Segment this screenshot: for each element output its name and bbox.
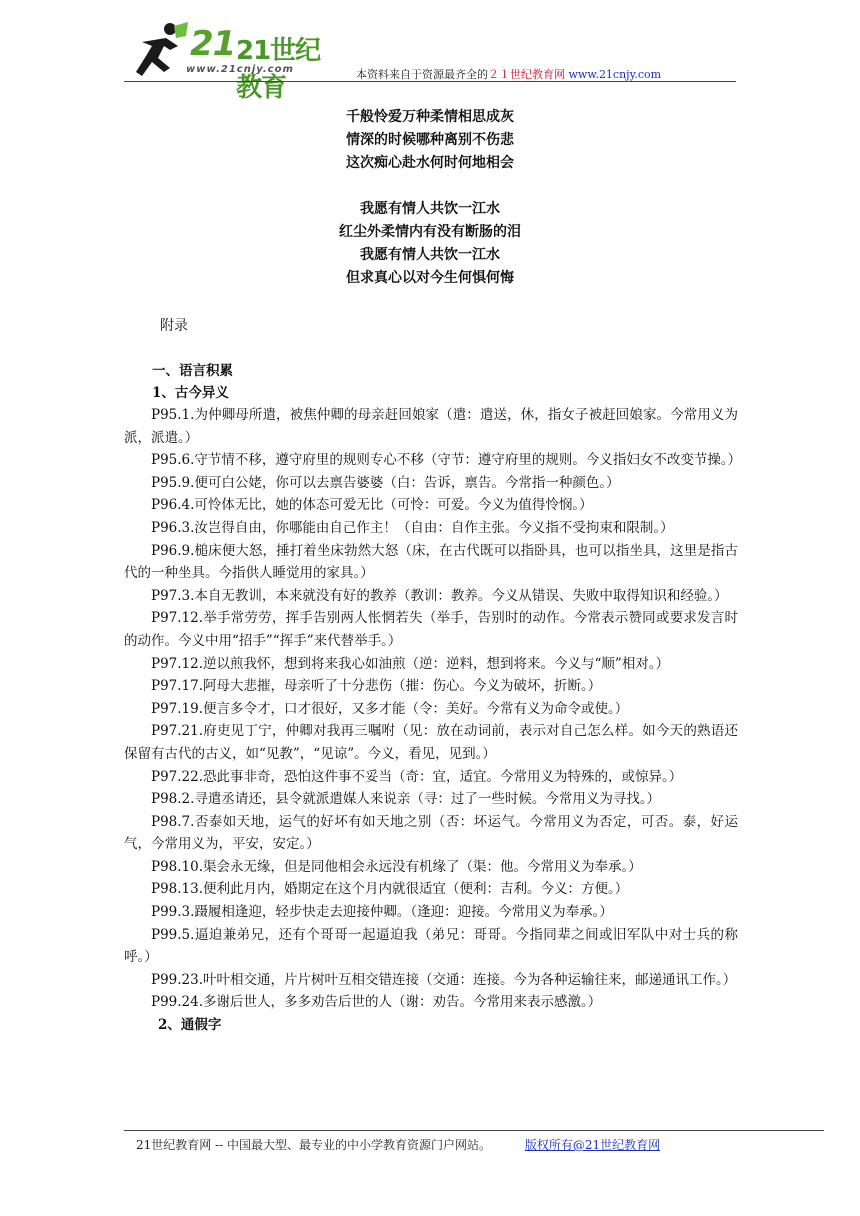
poem-line: 红尘外柔情内有没有断肠的泪 (339, 224, 521, 240)
list-item: P96.9.槌床便大怒，捶打着坐床勃然大怒（床，在古代既可以指卧具，也可以指坐具，这里是指古代的一种坐具。今指供人睡觉用的家具。） (124, 542, 738, 582)
list-item: P97.12.逆以煎我怀，想到将来我心如油煎（逆：逆料，想到将来。今义与“顺”相对。） (151, 655, 670, 672)
list-item: P97.22.恐此事非奇，恐怕这件事不妥当（奇：宜，适宜。今常用义为特殊的，或惊异。） (151, 768, 683, 785)
header-note-prefix: 本资料来自于资源最齐全的 (356, 68, 488, 81)
list-item: P98.7.否泰如天地，运气的好坏有如天地之别（否：坏运气。今常用义为否定，可否。泰，好运气，今常用义为，平安，安定。） (124, 813, 738, 853)
poem-stanza-1 (0, 106, 860, 175)
list-item: P97.21.府吏见丁宁，仲卿对我再三嘱咐（见：放在动词前，表示对自己怎么样。如今天的熟语还保留有古代的古义，如“见教”，“见谅”。今义，看见，见到。） (124, 723, 738, 762)
list-item: P99.3.蹑履相逢迎，轻步快走去迎接仲卿。（逢迎：迎接。今常用义为奉承。） (151, 904, 613, 921)
main-content (124, 360, 742, 1036)
poem-line: 我愿有情人共饮一江水 (360, 201, 500, 217)
logo-url: www.21cnjy.com (186, 64, 294, 75)
appendix-label: 附录 (160, 318, 188, 334)
poem-line: 情深的时候哪种离别不伤悲 (346, 132, 514, 148)
list-item: P97.3.本自无教训，本来就没有好的教养（教训：教养。今义从错误、失败中取得知识和经验。） (151, 587, 728, 604)
header-note-url[interactable]: www.21cnjy.com (568, 68, 662, 81)
poem-stanza-2 (0, 198, 860, 290)
header-note (356, 66, 661, 82)
list-item: P98.13.便利此月内，婚期定在这个月内就很适宜（便利：吉利。今义：方便。） (151, 881, 629, 898)
logo-wordmark: 21世纪教育 (236, 36, 321, 103)
section-title: 一、语言积累 (152, 363, 233, 379)
list-item: P96.3.汝岂得自由，你哪能由自己作主！（自由：自作主张。今义指不受拘束和限制。） (151, 519, 674, 536)
list-item: P96.4.可怜体无比，她的体态可爱无比（可怜：可爱。今义为值得怜悯。） (151, 497, 593, 514)
list-item: P97.19.便言多令才，口才很好，又多才能（令：美好。今常有义为命令或使。） (151, 700, 629, 717)
list-item: P97.12.举手常劳劳，挥手告别两人怅惘若失（举手，告别时的动作。今常表示赞同或要求发言时的动作。今义中用“招手”“挥手”来代替举手。） (124, 610, 738, 649)
list-item: P99.5.逼迫兼弟兄，还有个哥哥一起逼迫我（弟兄：哥哥。今指同辈之间或旧军队中对士兵的称呼。） (124, 926, 738, 966)
list-item: P95.6.守节情不移，遵守府里的规则专心不移（守节：遵守府里的规则。今义指妇女不改变节操。） (151, 452, 742, 469)
subsection-title: 2、通假字 (158, 1017, 222, 1034)
list-item: P97.17.阿母大悲摧，母亲听了十分悲伤（摧：伤心。今义为破坏，折断。） (151, 678, 602, 695)
logo-wordmark-number: 21 (190, 24, 236, 64)
list-item: P99.23.叶叶相交通，片片树叶互相交错连接（交通：连接。今为各种运输往来，邮递通讯工作。） (151, 971, 737, 988)
page-footer (136, 1136, 660, 1153)
footer-divider (124, 1130, 824, 1131)
list-item: P95.9.便可白公姥，你可以去禀告婆婆（白：告诉，禀告。今常指一种颜色。） (151, 474, 620, 491)
list-item: P95.1.为仲卿母所遣，被焦仲卿的母亲赶回娘家（遣：遣送，休，指女子被赶回娘家。今常用义为派，派遣。） (124, 407, 738, 446)
poem-line: 这次痴心赴水何时何地相会 (346, 155, 514, 171)
list-item: P99.24.多谢后世人，多多劝告后世的人（谢：劝告。今常用来表示感激。） (151, 994, 602, 1011)
copyright-link[interactable]: 版权所有@21世纪教育网 (524, 1138, 661, 1152)
runner-logo-icon (130, 20, 190, 80)
poem-line: 千般怜爱万种柔情相思成灰 (346, 109, 514, 125)
list-item: P98.10.渠会永无缘，但是同他相会永远没有机缘了（渠：他。今常用义为奉承。） (151, 858, 642, 875)
footer-text: 21世纪教育网 -- 中国最大型、最专业的中小学教育资源门户网站。 (136, 1138, 492, 1152)
poem-line: 我愿有情人共饮一江水 (360, 247, 500, 263)
poem-line: 但求真心以对今生何惧何悔 (346, 270, 514, 286)
site-logo[interactable] (126, 16, 336, 103)
page-header (0, 0, 860, 103)
list-item: P98.2.寻遣丞请还，县令就派遣媒人来说亲（寻：过了一些时候。今常用义为寻找。） (151, 791, 661, 808)
header-note-site: ２１世纪教育网 (488, 68, 565, 81)
header-divider (124, 81, 736, 82)
subsection-title: 1、古今异义 (152, 385, 229, 401)
